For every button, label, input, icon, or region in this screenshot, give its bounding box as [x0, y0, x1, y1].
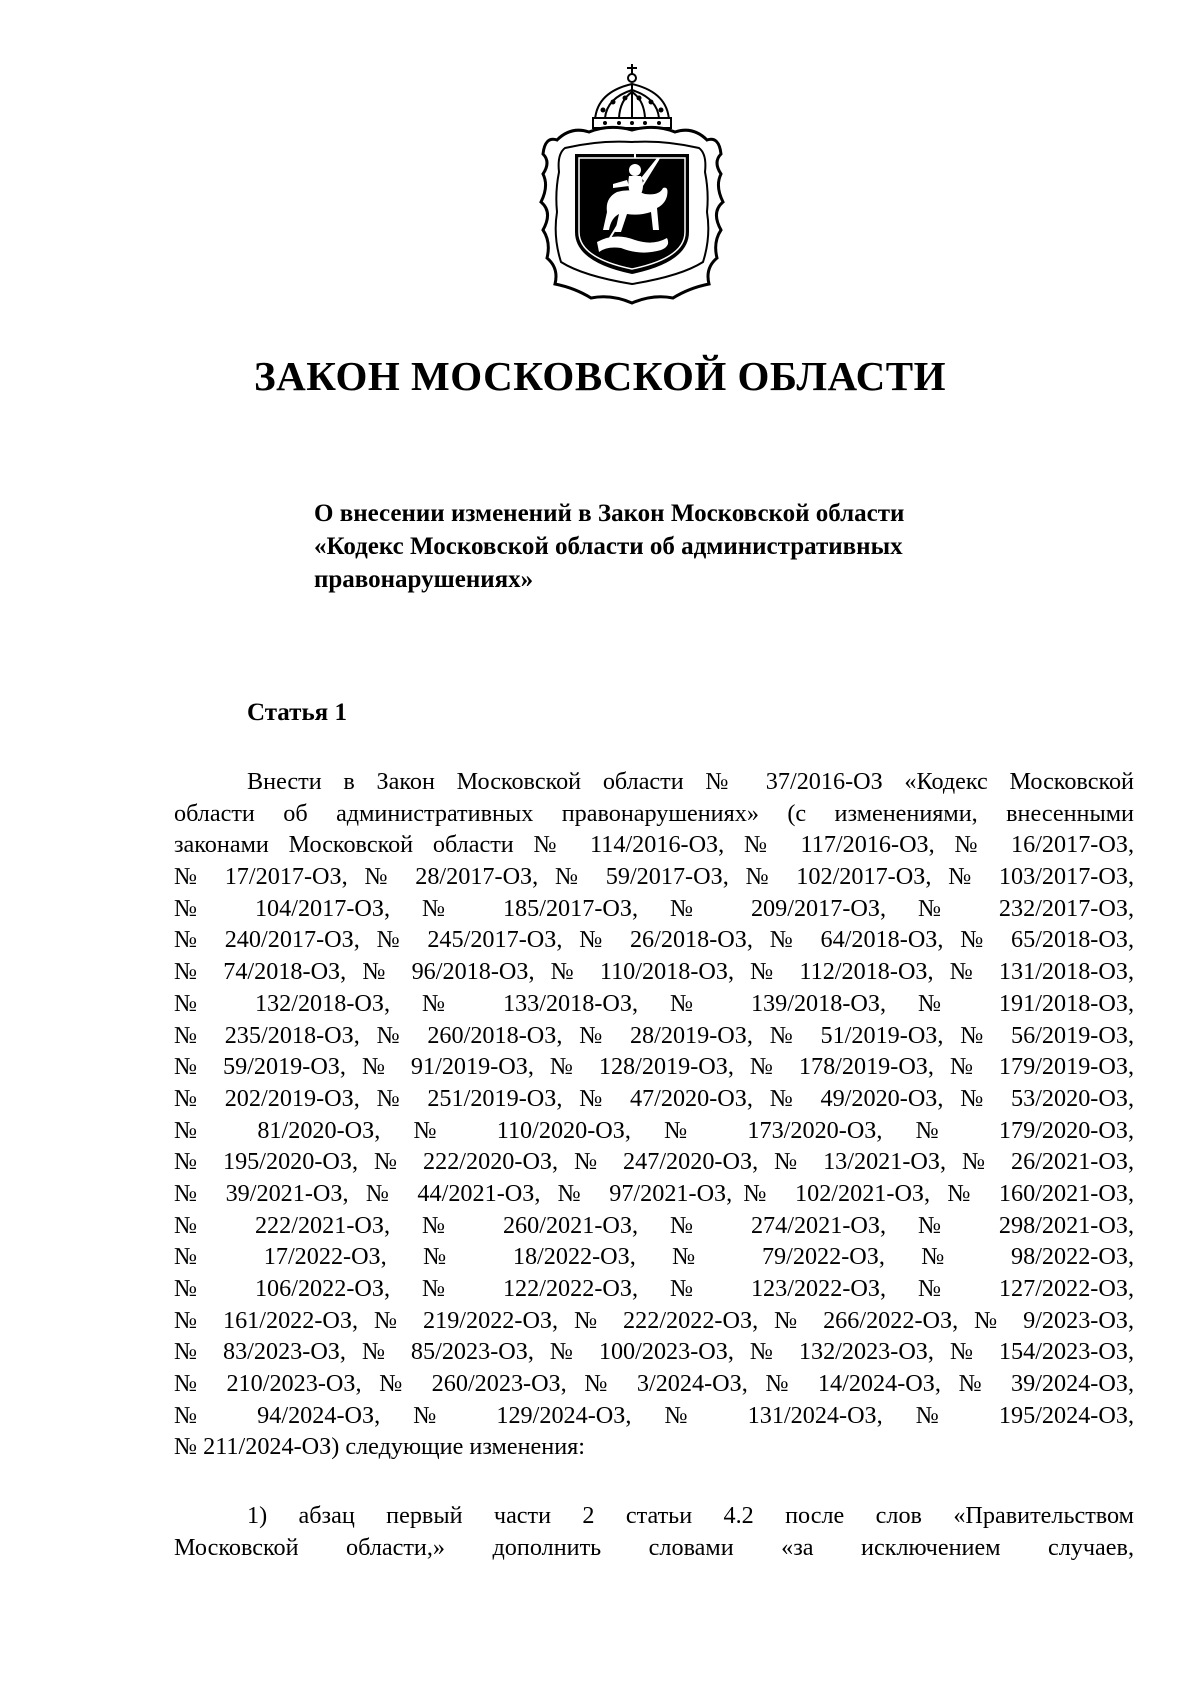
item-line: 1) абзац первый части 2 статьи 4.2 после слов «Правительством — [247, 1502, 1134, 1530]
body-line: № 106/2022-ОЗ, № 122/2022-ОЗ, № 123/2022-ОЗ, № 127/2022-ОЗ, — [174, 1275, 1134, 1302]
body-line: № 59/2019-ОЗ, № 91/2019-ОЗ, № 128/2019-ОЗ, № 178/2019-ОЗ, № 179/2019-ОЗ, — [174, 1053, 1134, 1081]
law-title: ЗАКОН МОСКОВСКОЙ ОБЛАСТИ — [254, 353, 946, 399]
body-line: законами Московской области № 114/2016-ОЗ, № 117/2016-ОЗ, № 16/2017-ОЗ, — [174, 831, 1134, 859]
body-line: № 222/2021-ОЗ, № 260/2021-ОЗ, № 274/2021-ОЗ, № 298/2021-ОЗ, — [174, 1211, 1134, 1239]
body-line: № 74/2018-ОЗ, № 96/2018-ОЗ, № 110/2018-ОЗ, № 112/2018-ОЗ, № 131/2018-ОЗ, — [174, 958, 1134, 986]
body-line: № 94/2024-ОЗ, № 129/2024-ОЗ, № 131/2024-ОЗ, № 195/2024-ОЗ, — [174, 1401, 1134, 1429]
law-subtitle — [314, 497, 1014, 596]
subtitle-line: «Кодекс Московской области об административных — [314, 533, 903, 560]
subtitle-line: правонарушениях» — [314, 566, 534, 593]
coat-of-arms-emblem — [535, 62, 730, 305]
article-body — [174, 766, 1134, 1564]
body-line: № 211/2024-ОЗ) следующие изменения: — [174, 1433, 585, 1461]
body-line: № 210/2023-ОЗ, № 260/2023-ОЗ, № 3/2024-ОЗ, № 14/2024-ОЗ, № 39/2024-ОЗ, — [174, 1370, 1134, 1398]
body-line: № 240/2017-ОЗ, № 245/2017-ОЗ, № 26/2018-ОЗ, № 64/2018-ОЗ, № 65/2018-ОЗ, — [174, 926, 1134, 954]
paragraph-gap — [174, 1463, 1134, 1500]
article-heading: Статья 1 — [247, 699, 347, 726]
body-line: Внести в Закон Московской области № 37/2016-ОЗ «Кодекс Московской — [247, 768, 1134, 795]
body-line: № 161/2022-ОЗ, № 219/2022-ОЗ, № 222/2022-ОЗ, № 266/2022-ОЗ, № 9/2023-ОЗ, — [174, 1306, 1134, 1334]
subtitle-line: О внесении изменений в Закон Московской области — [314, 500, 905, 527]
body-line: № 202/2019-ОЗ, № 251/2019-ОЗ, № 47/2020-ОЗ, № 49/2020-ОЗ, № 53/2020-ОЗ, — [174, 1084, 1134, 1112]
body-line: области об административных правонарушениях» (с изменениями, внесенными — [174, 799, 1134, 827]
body-line: № 235/2018-ОЗ, № 260/2018-ОЗ, № 28/2019-ОЗ, № 51/2019-ОЗ, № 56/2019-ОЗ, — [174, 1021, 1134, 1049]
body-line: № 195/2020-ОЗ, № 222/2020-ОЗ, № 247/2020-ОЗ, № 13/2021-ОЗ, № 26/2021-ОЗ, — [174, 1148, 1134, 1176]
body-line: № 17/2017-ОЗ, № 28/2017-ОЗ, № 59/2017-ОЗ, № 102/2017-ОЗ, № 103/2017-ОЗ, — [174, 863, 1134, 891]
body-line: № 81/2020-ОЗ, № 110/2020-ОЗ, № 173/2020-ОЗ, № 179/2020-ОЗ, — [174, 1116, 1134, 1144]
body-line: № 83/2023-ОЗ, № 85/2023-ОЗ, № 100/2023-ОЗ, № 132/2023-ОЗ, № 154/2023-ОЗ, — [174, 1338, 1134, 1366]
body-line: № 132/2018-ОЗ, № 133/2018-ОЗ, № 139/2018-ОЗ, № 191/2018-ОЗ, — [174, 989, 1134, 1017]
body-line: № 17/2022-ОЗ, № 18/2022-ОЗ, № 79/2022-ОЗ, № 98/2022-ОЗ, — [174, 1243, 1134, 1271]
body-line: № 39/2021-ОЗ, № 44/2021-ОЗ, № 97/2021-ОЗ,№ 102/2021-ОЗ, № 160/2021-ОЗ, — [174, 1179, 1134, 1207]
body-line: № 104/2017-ОЗ, № 185/2017-ОЗ, № 209/2017-ОЗ, № 232/2017-ОЗ, — [174, 894, 1134, 922]
item-line: Московской области,» дополнить словами «за исключением случаев, — [174, 1533, 1134, 1561]
